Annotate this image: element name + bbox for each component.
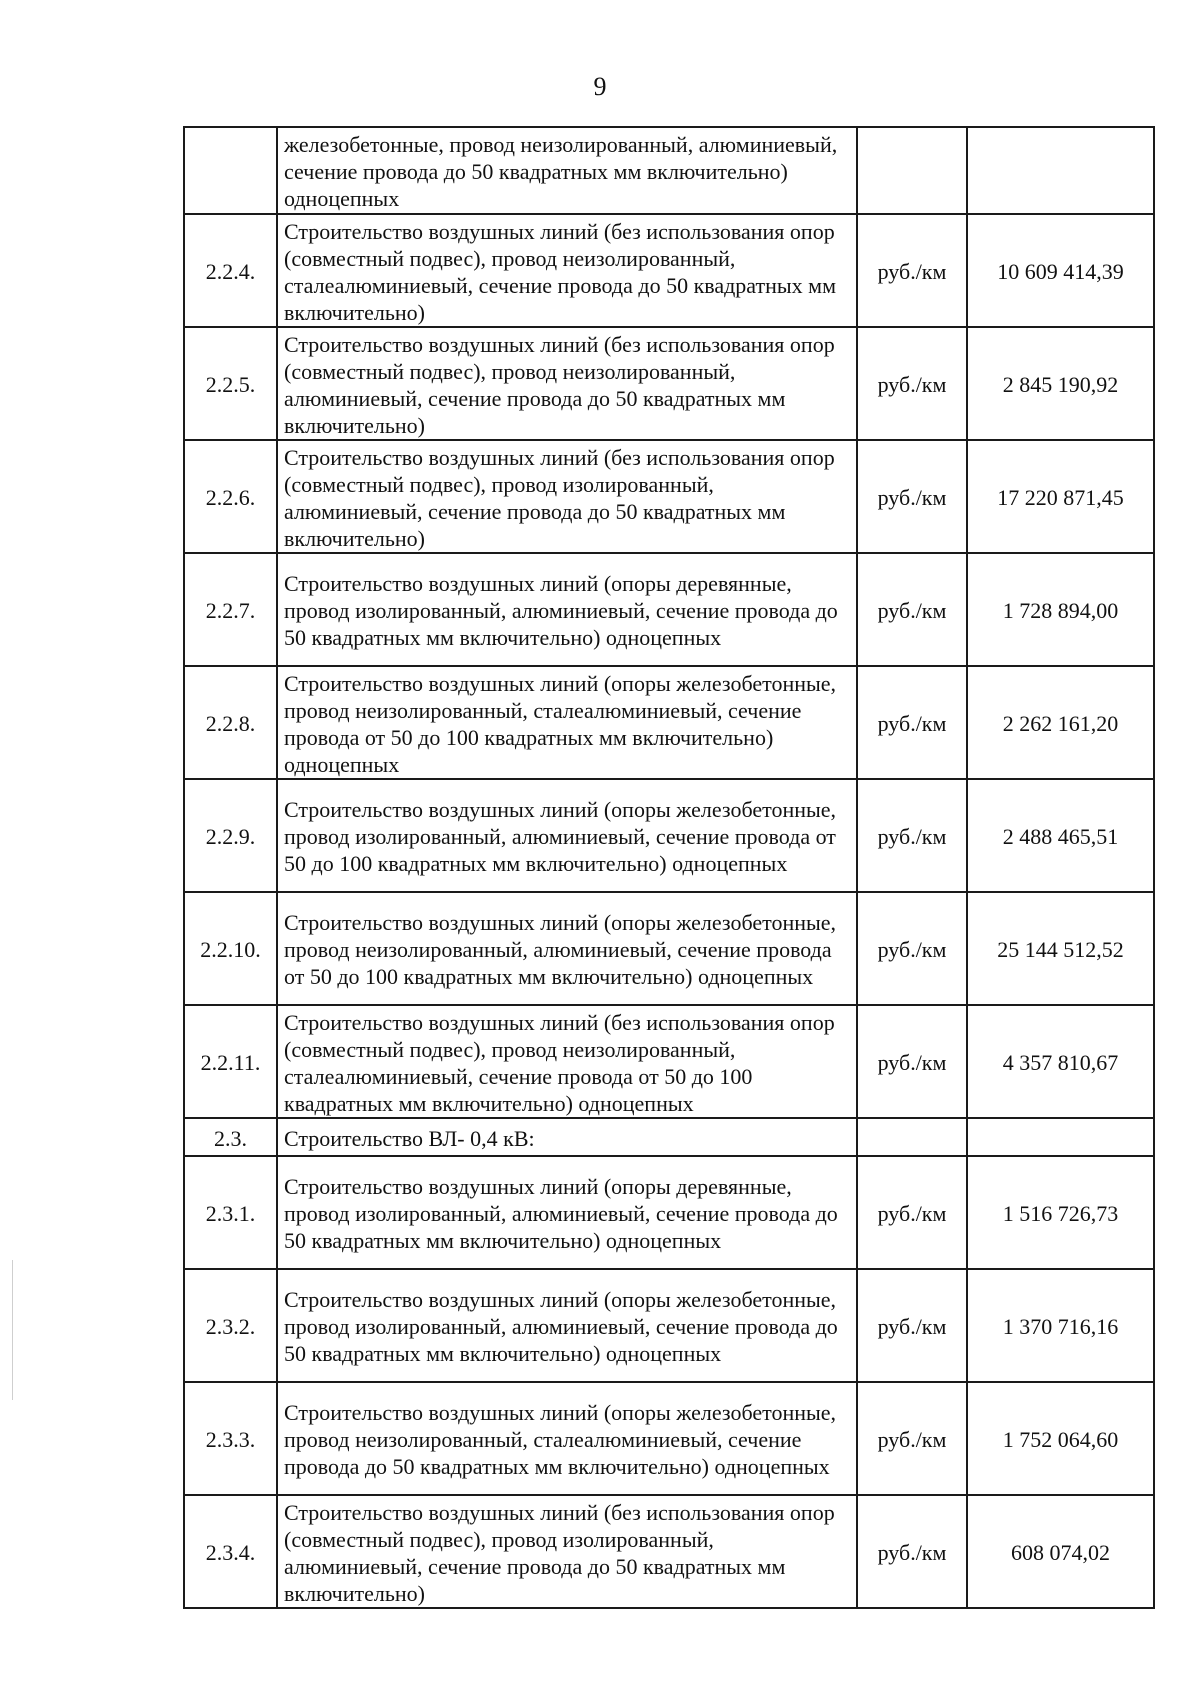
- item-unit: руб./км: [857, 1495, 967, 1608]
- item-unit: руб./км: [857, 214, 967, 327]
- item-value: 10 609 414,39: [967, 214, 1154, 327]
- item-number: 2.2.6.: [184, 440, 277, 553]
- item-value: 2 488 465,51: [967, 779, 1154, 892]
- item-description: Строительство воздушных линий (опоры железобетонные, провод неизолированный, алюминиевый, сечение провода от 50 до 100 квадратных мм включительно) одноцепных: [277, 892, 857, 1005]
- item-description: Строительство воздушных линий (без использования опор (совместный подвес), провод изолированный, алюминиевый, сечение провода до 50 квадратных мм включительно): [277, 440, 857, 553]
- item-value: 1 728 894,00: [967, 553, 1154, 666]
- item-unit: руб./км: [857, 1269, 967, 1382]
- item-value: [967, 1118, 1154, 1156]
- item-number: 2.3.2.: [184, 1269, 277, 1382]
- table-row: [184, 1495, 1154, 1608]
- item-description: Строительство воздушных линий (без использования опор (совместный подвес), провод неизолированный, сталеалюминиевый, сечение провода от 50 до 100 квадратных мм включительно) одноцепных: [277, 1005, 857, 1118]
- section-header-row: [184, 1118, 1154, 1156]
- item-value: 1 370 716,16: [967, 1269, 1154, 1382]
- item-number: 2.2.11.: [184, 1005, 277, 1118]
- item-description: Строительство воздушных линий (без использования опор (совместный подвес), провод неизолированный, алюминиевый, сечение провода до 50 квадратных мм включительно): [277, 327, 857, 440]
- item-unit: [857, 127, 967, 214]
- item-unit: руб./км: [857, 666, 967, 779]
- item-value: 2 845 190,92: [967, 327, 1154, 440]
- scan-edge-mark: [12, 1260, 13, 1400]
- item-value: 1 752 064,60: [967, 1382, 1154, 1495]
- item-unit: руб./км: [857, 327, 967, 440]
- item-value: 608 074,02: [967, 1495, 1154, 1608]
- item-number: 2.3.4.: [184, 1495, 277, 1608]
- item-description: Строительство воздушных линий (опоры железобетонные, провод неизолированный, сталеалюминиевый, сечение провода до 50 квадратных мм включительно) одноцепных: [277, 1382, 857, 1495]
- section-title: Строительство ВЛ- 0,4 кВ:: [277, 1118, 857, 1156]
- item-description: Строительство воздушных линий (без использования опор (совместный подвес), провод неизолированный, сталеалюминиевый, сечение провода до 50 квадратных мм включительно): [277, 214, 857, 327]
- table-row: [184, 1382, 1154, 1495]
- item-value: 25 144 512,52: [967, 892, 1154, 1005]
- table-row: [184, 553, 1154, 666]
- item-unit: руб./км: [857, 440, 967, 553]
- item-number: [184, 127, 277, 214]
- item-number: 2.2.8.: [184, 666, 277, 779]
- item-number: 2.2.7.: [184, 553, 277, 666]
- table-row: [184, 327, 1154, 440]
- table-row: [184, 440, 1154, 553]
- item-unit: руб./км: [857, 553, 967, 666]
- item-value: 2 262 161,20: [967, 666, 1154, 779]
- table-row: [184, 666, 1154, 779]
- item-value: 17 220 871,45: [967, 440, 1154, 553]
- item-unit: руб./км: [857, 1005, 967, 1118]
- item-unit: руб./км: [857, 779, 967, 892]
- item-number: 2.2.5.: [184, 327, 277, 440]
- page-number: 9: [593, 72, 607, 101]
- item-description: Строительство воздушных линий (опоры железобетонные, провод неизолированный, сталеалюминиевый, сечение провода от 50 до 100 квадратных мм включительно) одноцепных: [277, 666, 857, 779]
- item-number: 2.2.10.: [184, 892, 277, 1005]
- item-unit: руб./км: [857, 1156, 967, 1269]
- item-description: Строительство воздушных линий (опоры деревянные, провод изолированный, алюминиевый, сечение провода до 50 квадратных мм включительно) одноцепных: [277, 553, 857, 666]
- table-row: [184, 1156, 1154, 1269]
- item-number: 2.2.9.: [184, 779, 277, 892]
- item-value: [967, 127, 1154, 214]
- item-description: Строительство воздушных линий (опоры железобетонные, провод изолированный, алюминиевый, сечение провода от 50 до 100 квадратных мм включительно) одноцепных: [277, 779, 857, 892]
- table-row: [184, 127, 1154, 214]
- tariff-table: [183, 126, 1155, 1609]
- item-description: Строительство воздушных линий (опоры железобетонные, провод изолированный, алюминиевый, сечение провода до 50 квадратных мм включительно) одноцепных: [277, 1269, 857, 1382]
- table-row: [184, 214, 1154, 327]
- table-row: [184, 1005, 1154, 1118]
- item-value: 4 357 810,67: [967, 1005, 1154, 1118]
- item-unit: [857, 1118, 967, 1156]
- item-value: 1 516 726,73: [967, 1156, 1154, 1269]
- section-number: 2.3.: [184, 1118, 277, 1156]
- item-description: Строительство воздушных линий (без использования опор (совместный подвес), провод изолированный, алюминиевый, сечение провода до 50 квадратных мм включительно): [277, 1495, 857, 1608]
- item-unit: руб./км: [857, 1382, 967, 1495]
- table-row: [184, 892, 1154, 1005]
- item-description: железобетонные, провод неизолированный, алюминиевый, сечение провода до 50 квадратных мм включительно) одноцепных: [277, 127, 857, 214]
- item-number: 2.2.4.: [184, 214, 277, 327]
- item-unit: руб./км: [857, 892, 967, 1005]
- table-row: [184, 1269, 1154, 1382]
- table-row: [184, 779, 1154, 892]
- item-description: Строительство воздушных линий (опоры деревянные, провод изолированный, алюминиевый, сечение провода до 50 квадратных мм включительно) одноцепных: [277, 1156, 857, 1269]
- item-number: 2.3.3.: [184, 1382, 277, 1495]
- item-number: 2.3.1.: [184, 1156, 277, 1269]
